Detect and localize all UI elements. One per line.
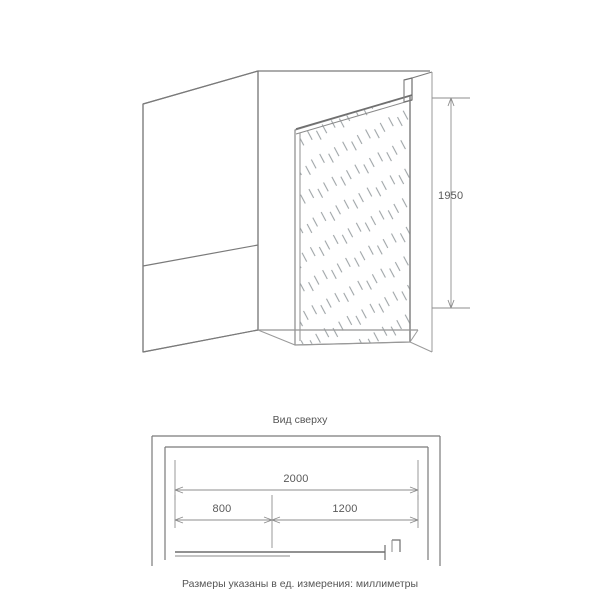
floor-edge-right	[410, 330, 418, 342]
dimension-label-height: 1950	[438, 190, 464, 202]
perspective-view	[143, 71, 432, 352]
bottom-right-corner-line	[410, 342, 432, 352]
topview-handle-bracket	[392, 540, 400, 552]
dimension-label-right-segment: 1200	[332, 503, 358, 515]
dimension-segments	[175, 495, 418, 548]
top-right-corner-line	[412, 72, 432, 78]
side-wall-band	[143, 245, 258, 266]
dimension-label-total-width: 2000	[283, 473, 309, 485]
side-wall-panel	[143, 71, 258, 352]
units-footnote: Размеры указаны в ед. измерения: миллиметры	[181, 578, 419, 590]
floor-edge-left	[258, 330, 295, 345]
top-view-title: Вид сверху	[272, 414, 328, 426]
dimension-label-left-segment: 800	[212, 503, 232, 515]
dimension-height	[432, 98, 470, 308]
top-view	[152, 436, 440, 566]
